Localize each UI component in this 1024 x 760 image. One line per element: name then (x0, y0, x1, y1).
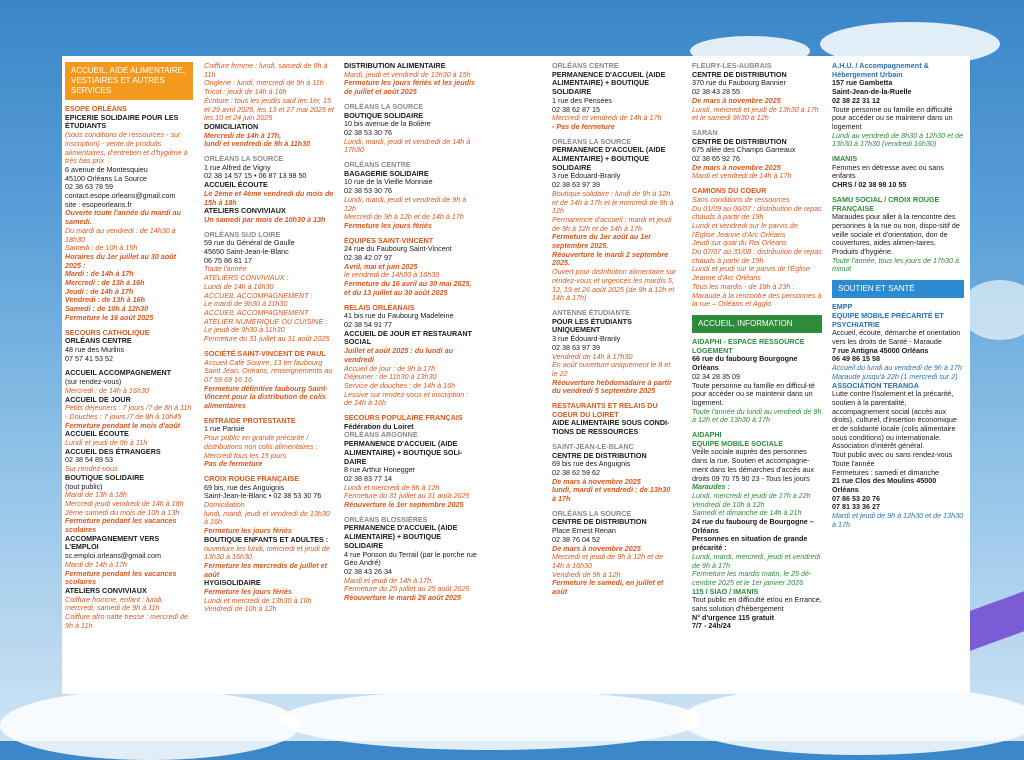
organization-name: ENTRAIDE PROTESTANTE (204, 415, 296, 425)
schedule-highlight: Vendredi : de 13h à 16h (65, 295, 146, 305)
schedule-highlight: Fermeture les jours fériés (204, 587, 292, 597)
schedule-line: Samedi : de 10h à 15h (65, 243, 138, 253)
text-line: sc.emploi.orleans@gmail.com (65, 551, 161, 561)
schedule-line: Jeudi sur quai du Roi Orléans (692, 238, 787, 248)
organization-name: SOCIÉTÉ SAINT-VINCENT DE PAUL (204, 348, 326, 358)
schedule-line: Sur rendez-vous (65, 464, 118, 474)
schedule-highlight: Horaires du 1er juillet au 30 août 2025 : (65, 251, 177, 270)
text-line: 02 38 53 30 76 (344, 127, 392, 137)
schedule-line: Vendredi de 14h à 17h30 (552, 351, 633, 361)
schedule-line: Vendredi de 10h à 12h (204, 604, 277, 614)
site-name: ORLÉANS LA SOURCE (344, 101, 424, 111)
text-line: 1 rue Parisie (204, 424, 245, 434)
organization-name: EMPP (832, 302, 853, 312)
text-line: 02 38 62 59 62 (552, 467, 600, 477)
schedule-line: Fermeture du 25 juillet au 25 août 2025 (344, 584, 470, 594)
text-line: (sur rendez-vous) (65, 377, 122, 387)
schedule-line: Lundi et jeudi de 9h à 11h (65, 438, 148, 448)
text-line: 675 allée des Champs Garreaux (692, 145, 796, 155)
schedule-line: 2ème samedi du mois de 10h à 13h (65, 507, 180, 517)
text-line: Place Ernest Renan (552, 526, 616, 536)
text-line: 02 38 62 87 15 (552, 104, 600, 114)
cloud-shape (0, 690, 300, 760)
text-line: 02 38 65 92 76 (692, 154, 740, 164)
schedule-highlight: De mars à novembre 2025 (552, 543, 641, 553)
schedule-line: Accueil de jour : de 9h à 17h (344, 363, 436, 373)
site-name: ORLÉANS CENTRE (344, 160, 411, 170)
organization-name: RESTAURANTS ET RELAIS DU COEUR DU LOIRET (552, 401, 658, 419)
text-line: 10 bis avenue de la Bolière (344, 119, 431, 129)
organization-name: EQUIPE MOBILE PRÉCARITÉ ET PSYCHIATRIE (832, 310, 944, 329)
bold-line: ACCUEIL DES ÉTRANGERS (65, 446, 161, 456)
schedule-line: Lundi et vendredi sur le parvis de l'Église Jeanne d'Arc Orléans (692, 220, 798, 239)
schedule-line: Lundi et jeudi sur le parvis de l'Église Jeanne d'Arc Orléans (692, 264, 811, 283)
bold-line: POUR LES ÉTUDIANTS UNIQUEMENT (552, 316, 632, 335)
schedule-line: Fermeture les mardis matin, le 25 dé-cembre 2025 et le 1er janvier 2026 (692, 569, 812, 587)
organization-name: CAMIONS DU COEUR (692, 186, 767, 196)
bold-line: 66 rue du faubourg Bourgogne Orléans (692, 354, 798, 373)
schedule-line: Onglerie : lundi, mercredi de 9h à 11h (204, 78, 324, 88)
cloud-shape (680, 685, 1024, 755)
text-line: Femmes en détresse avec ou sans enfants (832, 162, 944, 181)
schedule-highlight: Fermeture du 16 avril au 30 mai 2025, et du 13 juillet au 30 août 2025 (344, 279, 472, 297)
bold-line: 24 rue du faubourg de Bourgogne – Orléans (692, 517, 814, 535)
text-line: 10 rue de la Vieille Monnaie (344, 177, 433, 187)
schedule-highlight: Un samedi par mois de 10h30 à 13h (204, 214, 326, 224)
schedule-highlight: Juillet et août 2025 : du lundi au vendredi (344, 346, 454, 364)
schedule-line: Maraude jusqu'à 22h (1 mercredi sur 2) (832, 371, 958, 381)
schedule-line: Tricot : jeudi de 14h à 16h (204, 87, 287, 97)
bold-line: Personnes en situation de grande précarité : (692, 534, 808, 553)
site-name: ORLÉANS LA SOURCE (552, 508, 632, 518)
bold-line: BAGAGERIE SOLIDAIRE (344, 168, 429, 178)
schedule-line: Du mardi au vendredi : de 14h30 à 18h30 (65, 225, 176, 244)
schedule-line: Du 01/09 au 06/07 : distribution de repas chauds à partir de 19h (692, 203, 822, 222)
text-line: Tout public en difficulté et/ou en Errance, sans solution d'hébergement (692, 595, 822, 614)
site-name: ORLÉANS ARGONNE (344, 430, 418, 440)
organization-name: 115 / SIAO / IMANIS (692, 586, 759, 596)
organization-name: RELAIS ORLÉANAIS (344, 302, 415, 312)
schedule-highlight: Ouverte toute l'année du mardi au samedi. (65, 208, 181, 227)
schedule-line: ACCUEIL ACCOMPAGNEMENT ATELIER NUMERIQUE OU CUISINE : (204, 307, 328, 326)
text-line: 45100 Orléans La Source (65, 173, 147, 183)
schedule-line: Accueil du lundi au vendredi de 9h à 17h (832, 363, 962, 373)
site-name: ORLÉANS LA SOURCE (204, 154, 284, 164)
bold-line: ACCOMPAGNEMENT VERS L'EMPLOI (65, 533, 160, 552)
text-line: 02 38 42 07 97 (344, 253, 392, 263)
bold-line: N° d'urgence 115 gratuit (692, 612, 775, 622)
organization-name: ESOPE ORLÉANS (65, 104, 127, 113)
schedule-highlight: Avril, mai et juin 2025 (344, 261, 418, 271)
column-6 (832, 62, 964, 529)
schedule-line: Service de douches : de 14h à 16h (344, 380, 456, 390)
schedule-line: Lundi de 14h à 16h30 (204, 281, 274, 291)
bold-line: Fédération du Loiret (344, 421, 414, 431)
text-line: 02 38 54 89 53 (65, 455, 113, 465)
bold-line: 07 86 53 20 76 (832, 493, 880, 503)
column-5 (692, 62, 822, 631)
text-line: Veille sociale auprès des personnes dans la rue. Soutien et accompagne-ment dans les démarches d'accès aux droits 09 70 75 90 23 - Tous les jours (692, 447, 815, 483)
bold-line: EPICERIE SOLIDAIRE POUR LES ÉTUDIANTS (65, 112, 179, 131)
schedule-line: Lundi, mardi, jeudi et vendredi de 14h à 17h30 (344, 136, 471, 155)
site-name: ANTENNE ÉTUDIANTE (552, 307, 630, 317)
schedule-line: Lundi, mercredi et jeudi de 17h à 22h (692, 490, 811, 500)
schedule-highlight: lundi, mardi et vendredi : de 13h30 à 17h (552, 485, 671, 504)
organization-name: AIDAPHI (692, 430, 722, 440)
text-line: Accueil, écoute, démarche et orientation vers les droits de Santé - Maraude (832, 328, 961, 346)
schedule-highlight: Fermeture le samedi, en juillet et août (552, 578, 664, 597)
bold-line: ACCUEIL DE JOUR (65, 394, 131, 404)
bold-line: 7/7 - 24h/24 (692, 621, 731, 631)
flyer-sheet (62, 56, 970, 694)
section-heading: ACCUEIL, INFORMATION (692, 315, 822, 333)
bold-line: 02 38 22 31 12 (832, 95, 880, 105)
schedule-line: Coiffure afro natte tresse : mercredi de 9h à 11h (65, 612, 189, 630)
schedule-line: Sans conditions de ressources (692, 194, 790, 204)
schedule-highlight: Fermeture les jours fériés (344, 220, 432, 230)
schedule-highlight: Maraudes : (692, 482, 730, 492)
schedule-line: Mardi de 14h à 17h (65, 559, 127, 569)
schedule-highlight: Fermeture les mercredis de juillet et août (204, 560, 328, 579)
organization-name: SECOURS POPULAIRE FRANÇAIS (344, 413, 463, 423)
bold-line: AIDE ALIMENTAIRE SOUS CONDI-TIONS DE RESSOURCES (552, 418, 670, 437)
organization-name: A.H.U. / Accompagnement & Hébergement Urbain (832, 61, 929, 79)
text-line: Maraudes pour aller à la rencontre des personnes à la rue ou non, dispo-sitif de veille sociale et d'orientation, don de couvertures, aides alimen-taires, Produits d'hygiène. (832, 212, 960, 257)
schedule-highlight: Réouverture le 1er septembre 2025 (344, 500, 464, 510)
schedule-line: Pour public en grande précarité / distributions non colis alimentaires : Mercredi tous les 15 jours (204, 433, 318, 460)
schedule-highlight: Le 2ème et 4ème vendredi du mois de 15h à 18h (204, 188, 334, 207)
schedule-line: Permanence d'accueil : mardi et jeudi de 9h à 12h et de 14h à 17h (552, 214, 672, 233)
schedule-highlight: Mardi : de 14h à 17h (65, 269, 134, 279)
text-line: Tout public avec ou sans rendez-vous (832, 450, 953, 460)
site-name: ORLÉANS SUD LOIRE (204, 229, 281, 239)
schedule-highlight: Mercredi de 14h à 17h, (204, 130, 282, 140)
text-line: 02 38 63 97 39 (552, 342, 600, 352)
schedule-line: Accueil Café Sourire, 13 ter faubourg Saint Jean, Orléans, renseignements au 07 59 69 16 16 (204, 357, 333, 384)
text-line: 4 rue Ponson du Terrail (par le porche rue Géo André) (344, 549, 477, 568)
organization-name: ASSOCIATION TERANGA (832, 380, 919, 390)
site-name: ORLÉANS LA SOURCE (552, 136, 632, 146)
bold-line: PERMANENCE D'ACCUEIL (AIDE ALIMENTAIRE) + BOUTIQUE SOLI-DAIRE (344, 439, 463, 466)
site-name: FLEURY-LES-AUBRAIS (692, 61, 772, 70)
text-line: 1 rue Alfred de Vigny (204, 162, 271, 172)
bold-line: 21 rue Clos des Moulins 45000 Orléans (832, 476, 937, 494)
schedule-highlight: Pas de fermeture (204, 459, 263, 469)
schedule-line: ouverture les lundi, mercredi et jeudi de 13h30 à 16h30 (204, 543, 330, 562)
schedule-highlight: Réouverture le mardi 26 août 2025 (344, 593, 462, 603)
schedule-line: Le mardi de 9h30 à 11h30 (204, 299, 288, 309)
text-line: 02 34 28 35 09 (692, 371, 740, 381)
site-name: SAINT-JEAN-LE-BLANC (552, 441, 634, 451)
schedule-line: Toute l'année (204, 264, 247, 274)
text-line: 41 bis rue du Faubourg Madeleine (344, 311, 454, 321)
schedule-line: Mercredi et vendredi de 14h à 17h (552, 113, 662, 123)
schedule-line: Ouvert pour distribution alimentaire sur rendez-vous et urgences les mardis 5, 12, 19 et 26 août 2025 (de 9h à 12h et 14h à 17h) (552, 267, 676, 303)
schedule-highlight: De mars à novembre 2025 (552, 476, 641, 486)
purple-ribbon (970, 589, 1024, 651)
schedule-highlight: Réouverture le mardi 2 septembre 2025. (552, 249, 669, 268)
schedule-highlight: Mercredi : de 13h à 16h (65, 278, 145, 288)
schedule-line: Mardi et jeudi de 14h à 17h. (344, 575, 434, 585)
schedule-line: Lundi et mercredi de 13h30 à 16h (204, 595, 312, 605)
bold-line: ACCUEIL ACCOMPAGNEMENT (65, 368, 172, 378)
schedule-highlight: Fermeture le 16 août 2025 (65, 312, 154, 322)
schedule-line: Mardi et vendredi de 14h à 17h (692, 171, 792, 181)
site-name: ORLÉANS CENTRE (552, 61, 619, 70)
schedule-line: Mardi et jeudi de 9h à 12h30 et de 13h30 à 17h (832, 511, 964, 529)
organization-name: SECOURS CATHOLIQUE (65, 327, 150, 337)
schedule-line: Mercredi : de 14h à 16h30 (65, 385, 149, 395)
schedule-line: Toute l'année, tous les jours de 17h30 à minuit (832, 255, 959, 274)
schedule-line: Toute l'année du lundi au vendredi de 9h à 12h et de 13h30 à 17h (692, 406, 822, 425)
bold-line: ACCUEIL DE JOUR ET RESTAURANT SOCIAL (344, 328, 472, 347)
text-line: 02 38 43 26 34 (344, 566, 392, 576)
schedule-line: Fermeture du 31 juillet au 31 août 2025 (204, 334, 330, 344)
schedule-highlight: De mars à novembre 2025 (692, 162, 781, 172)
text-line: 02 38 43 28 55 (692, 87, 740, 97)
text-line: Saint-Jean-le-Blanc • 02 38 53 30 76 (204, 491, 322, 501)
bold-line: DOMICILIATION (204, 121, 259, 131)
column-2 (204, 62, 334, 614)
site-name: ORLÉANS BLOSSIÈRES (344, 514, 428, 524)
schedule-highlight: - Pas de fermeture (552, 121, 615, 131)
bold-line: ORLÉANS CENTRE (65, 336, 132, 346)
bold-line: BOUTIQUE SOLIDAIRE (65, 472, 145, 482)
schedule-highlight: Fermeture pendant le mois d'août (65, 420, 181, 430)
schedule-line: (sous conditions de ressources - sur inscription) - vente de produits alimentaires, d'entretien et d'hygiène à très bas prix (65, 130, 188, 166)
text-line: 02 38 83 77 14 (344, 473, 392, 483)
schedule-line: Lundi, mercredi et jeudi de 13h30 à 17h et le samedi 9h30 à 12h (692, 104, 819, 123)
schedule-line: Fermeture du 31 juillet au 31 août 2025 (344, 491, 470, 501)
schedule-line: Domiciliation (204, 500, 245, 510)
schedule-line: Le jeudi de 9h30 à 11h30 (204, 325, 285, 335)
schedule-line: Coiffure homme, enfant : lundi, mercredi, samedi de 9h à 11h (65, 594, 164, 613)
schedule-line: Tous les mardis - de 19h à 23h : Maraude à la rencontre des personnes à la rue – Orléans et Agglo (692, 281, 822, 309)
organization-name: IMANIS (832, 154, 858, 164)
bold-line: PERMANENCE D'ACCUEIL (AIDE ALIMENTAIRE) + BOUTIQUE SOLIDAIRE (552, 69, 666, 97)
schedule-line: Samedi et dimanche de 14h à 21h (692, 508, 802, 518)
bold-line: 07 81 33 36 27 (832, 502, 880, 512)
text-line: 02 38 63 97 39 (552, 180, 600, 190)
schedule-highlight: lundi et vendredi de 9h à 11h30 (204, 139, 311, 149)
text-line: 02 38 76 04 52 (552, 534, 600, 544)
schedule-line: Lundi et mercredi de 9h à 12h (344, 482, 440, 492)
schedule-highlight: Jeudi : de 14h à 17h (65, 286, 134, 296)
text-line: 07 57 41 53 52 (65, 353, 113, 363)
text-line: 06 75 86 81 17 (204, 255, 252, 265)
text-line: Toute personne ou famille en difficul-té pour accéder ou se maintenir dans un logement. (692, 380, 815, 407)
column-1 (65, 62, 193, 630)
schedule-line: Vendredi de 10h à 12h (692, 499, 765, 509)
organization-name: CROIX ROUGE FRANÇAISE (204, 473, 300, 483)
schedule-highlight: Réouverture hebdomadaire à partir du vendredi 5 septembre 2025 (552, 377, 672, 396)
text-line: Toute personne ou famille en difficulté pour accéder ou se maintenir dans un logement (832, 104, 953, 131)
bold-line: CENTRE DE DISTRIBUTION (552, 517, 647, 527)
text-line: 3 rue Édouard-Branly (552, 171, 621, 181)
bold-line: Saint-Jean-de-la-Ruelle (832, 87, 912, 97)
section-heading: SOUTIEN ET SANTÉ (832, 280, 964, 298)
schedule-line: Déjeuner : de 11h30 à 13h30 (344, 372, 437, 382)
bold-line: ACCUEIL ÉCOUTE (65, 429, 129, 439)
schedule-highlight: Fermeture les jours fériés (204, 526, 292, 536)
bold-line: CHRS / 02 38 98 10 55 (832, 180, 907, 190)
schedule-line: Mercredi et jeudi de 9h à 12h et de 14h à 16h30 (552, 552, 664, 570)
schedule-line: Coiffure femme : lundi, samedi de 9h à 11h (204, 61, 328, 79)
schedule-line: Lundi, mardi, mercredi, jeudi et vendredi de 9h à 17h (692, 551, 821, 570)
schedule-highlight: Samedi : de 10h à 12h30 (65, 304, 149, 314)
schedule-highlight: Fermeture pendant les vacances scolaires (65, 516, 177, 535)
bold-line: 157 rue Gambetta (832, 78, 893, 88)
bold-line: CENTRE DE DISTRIBUTION (692, 69, 787, 79)
text-line: 02 38 53 30 76 (344, 186, 392, 196)
schedule-line: Petits déjeuners : 7 jours /7 de 8h à 11h - Douches : 7 jours /7 de 8h à 10h45 (65, 403, 192, 421)
text-line: 69 bis, rue des Anguignis (204, 482, 285, 492)
text-line: 02 38 14 57 15 • 06 87 13 98 50 (204, 171, 307, 181)
column-3 (344, 62, 477, 603)
text-line: 8 rue Arthur Honegger (344, 465, 416, 475)
schedule-line: ACCUEIL ACCOMPAGNEMENT : (204, 290, 313, 300)
schedule-line: Mardi de 13h à 18h (65, 490, 127, 500)
schedule-line: Lundi au vendredi de 8h30 à 12h30 et de 13h30 à 17h30 (vendredi 16h30) (832, 130, 964, 149)
text-line: 02 38 54 91 77 (344, 319, 392, 329)
bold-line: BOUTIQUE ENFANTS ET ADULTES : (204, 534, 329, 544)
schedule-line: Mercredi jeudi vendredi de 14h à 18h (65, 498, 184, 508)
text-line: Lutte contre l'isolement et la précarité, soutien à la parentalité, accompagnement social (accès aux droits), culturel, d'insertion économique et de solidarité locale (colis alimentaire sous conditions) ou internationale. Association d'intérêt général. (832, 389, 957, 451)
schedule-line: Boutique solidaire : lundi de 9h à 12h et de 14h à 17h et le mercredi de 9h à 12h (552, 188, 674, 216)
schedule-highlight: Fermeture du 1er août au 1er septembre 2025. (552, 232, 652, 251)
organization-name: ÉQUIPES SAINT-VINCENT (344, 235, 434, 245)
bold-line: CENTRE DE DISTRIBUTION (692, 136, 787, 146)
bold-line: DISTRIBUTION ALIMENTAIRE (344, 61, 446, 70)
bold-line: 7 rue Antigna 45000 Orléans (832, 345, 929, 355)
organization-name: AIDAPHI - ESPACE RESSOURCE LOGEMENT (692, 336, 805, 355)
text-line: Toute l'année (832, 458, 875, 468)
bold-line: BOUTIQUE SOLIDAIRE (344, 110, 424, 120)
schedule-line: Écriture : tous les jeudis sauf les 1er, 15 et 29 avril 2025, les 13 et 27 mai 2025 et les 10 et 24 juin 2025 (204, 95, 334, 123)
bold-line: ACCUEIL ÉCOUTE (204, 180, 268, 190)
schedule-line: Mercredi de 9h à 12h et de 14h à 17h (344, 212, 464, 222)
text-line: 3 rue Édouard-Branly (552, 334, 621, 344)
text-line: 24 rue du Faubourg Saint-Vincent (344, 244, 452, 254)
schedule-line: Lundi, mardi, jeudi et vendredi de 9h à 12h (344, 194, 467, 213)
schedule-highlight: Fermeture les jours fériés et les jeudis de juillet et août 2025 (344, 78, 476, 97)
schedule-highlight: Fermeture pendant les vacances scolaires (65, 568, 177, 587)
schedule-line: Du 07/07 au 31/08 : distribution de repas chauds à partir de 19h (692, 247, 822, 265)
section-heading: ACCUEIL, AIDE ALIMENTAIRE, VESTIAIRES ET AUTRES SERVICES (65, 62, 193, 100)
schedule-line: ATELIERS CONVIVIAUX : (204, 273, 289, 283)
site-name: SARAN (692, 127, 718, 137)
text-line: 6 avenue de Montesquieu (65, 164, 148, 174)
text-line: (tout public) (65, 481, 103, 491)
bold-line: PERMANENCE D'ACCUEIL (AIDE ALIMENTAIRE) + BOUTIQUE SOLIDAIRE (344, 523, 458, 550)
bold-line: ATELIERS CONVIVIAUX (204, 206, 286, 216)
schedule-line: Vendredi de 9h à 12h (552, 569, 621, 579)
schedule-line: En août ouverture uniquement le 8 et le 22 (552, 360, 671, 378)
bold-line: ATELIERS CONVIVIAUX (65, 585, 147, 595)
organization-name: EQUIPE MOBILE SOCIALE (692, 438, 784, 448)
bold-line: 06 49 86 15 58 (832, 354, 880, 364)
text-line: 45650 Saint-Jean-le-Blanc (204, 247, 289, 257)
text-line: Fermetures : samedi et dimanche (832, 467, 940, 477)
text-line: 48 rue des Murlins (65, 344, 125, 354)
text-line: 02 38 63 78 59 (65, 182, 113, 192)
text-line: site : esopeorleans.fr (65, 199, 132, 209)
bold-line: PERMANENCE D'ACCUEIL (AIDE ALIMENTAIRE) + BOUTIQUE SOLIDAIRE (552, 145, 666, 172)
schedule-line: lundi, mardi, jeudi et vendredi de 13h30 à 16h (204, 508, 330, 527)
cloud-shape (280, 690, 700, 750)
schedule-line: Lessive sur rendez-vous et inscription : de 14h à 16h (344, 389, 469, 408)
schedule-line: le vendredi de 14h30 à 16h30 (344, 270, 440, 280)
schedule-highlight: Fermeture définitive faubourg Saint-Vincent pour la distribution de colis alimentaires (204, 383, 328, 411)
text-line: 59 rue du Général de Gaulle (204, 238, 295, 248)
organization-name: SAMU SOCIAL / CROIX ROUGE FRANÇAISE (832, 194, 940, 213)
text-line: 370 rue du Faubourg Bannier (692, 78, 786, 88)
column-4 (552, 62, 676, 597)
text-line: 1 rue des Pensées (552, 95, 612, 105)
text-line: contact.esope.orleans@gmail.com (65, 191, 176, 201)
schedule-line: Mardi, jeudi et vendredi de 13h30 à 15h (344, 69, 471, 79)
bold-line: CENTRE DE DISTRIBUTION (552, 450, 647, 460)
schedule-highlight: De mars à novembre 2025 (692, 95, 781, 105)
bold-line: HYGISOLIDAIRE (204, 578, 261, 588)
text-line: 69 bis rue des Anguignis (552, 459, 631, 469)
